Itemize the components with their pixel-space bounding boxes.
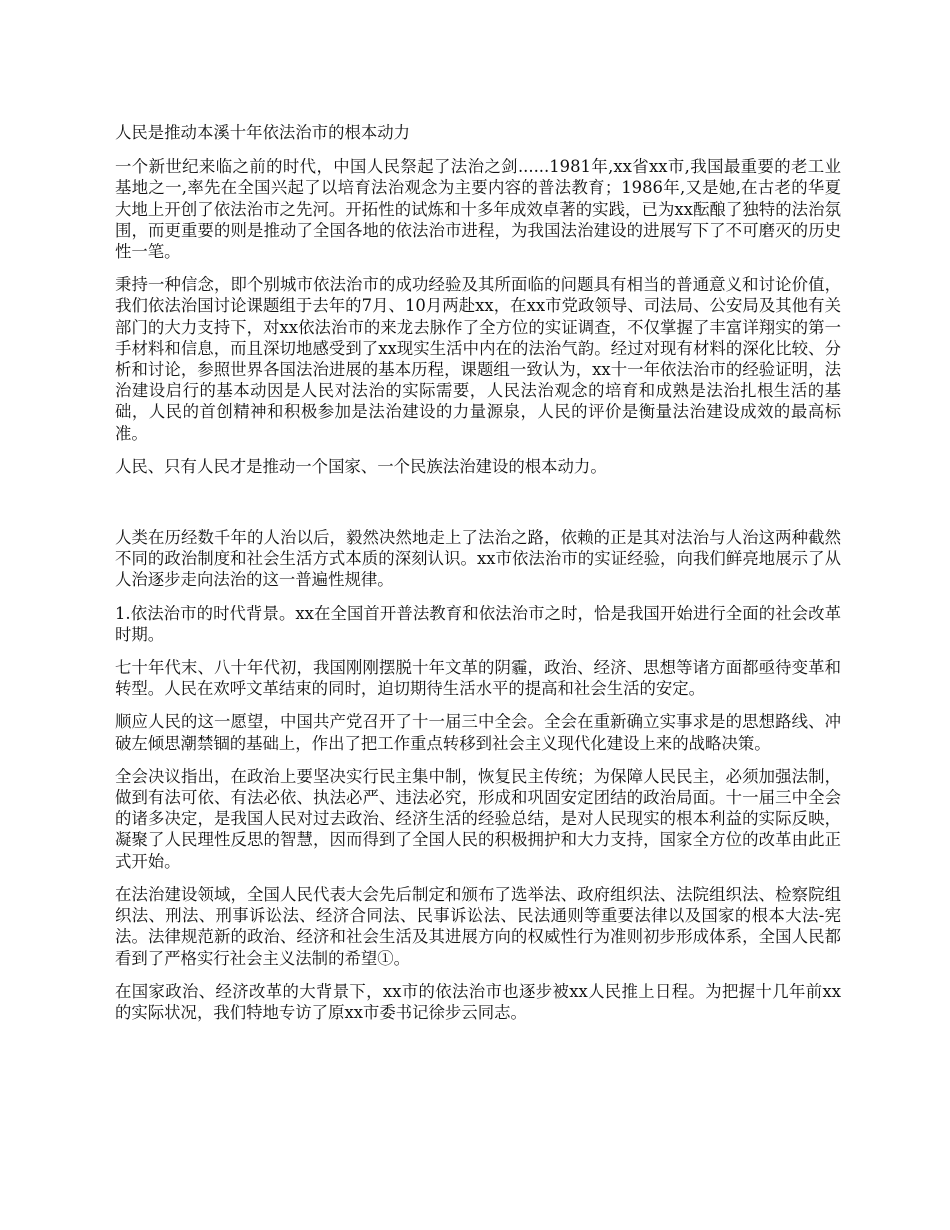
paragraph: 在法治建设领域，全国人民代表大会先后制定和颁布了选举法、政府组织法、法院组织法、检察院组织法、刑法、刑事诉讼法、经济合同法、民事诉讼法、民法通则等重要法律以及国家的根本大法-宪法。法律规范新的政治、经济和社会生活及其进展方向的权威性行为准则初步形成体系，全国人民都看到了严格实行社会主义法制的希望①。 (115, 884, 841, 968)
section-gap (115, 489, 841, 527)
paragraph: 1.依法治市的时代背景。xx在全国首开普法教育和依法治市之时，恰是我国开始进行全面的社会改革时期。 (115, 603, 841, 644)
document-title: 人民是推动本溪十年依法治市的根本动力 (115, 123, 411, 142)
paragraph: 一个新世纪来临之前的时代，中国人民祭起了法治之剑......1981年,xx省xx市,我国最重要的老工业基地之一,率先在全国兴起了以培育法治观念为主要内容的普法教育；1986年,又是她,在古老的华夏大地上开创了依法治市之先河。开拓性的试炼和十多年成效卓著的实践，已为xx酝酿了独特的法治氛围，而更重要的则是推动了全国各地的依法治市进程，为我国法治建设的进展写下了不可磨灭的历史性一笔。 (115, 157, 841, 262)
paragraph: 七十年代末、八十年代初，我国刚刚摆脱十年文革的阴霾，政治、经济、思想等诸方面都亟待变革和转型。人民在欢呼文革结束的同时，迫切期待生活水平的提高和社会生活的安定。 (115, 658, 841, 699)
paragraph: 秉持一种信念，即个别城市依法治市的成功经验及其所面临的问题具有相当的普通意义和讨论价值，我们依法治国讨论课题组于去年的7月、10月两赴xx，在xx市党政领导、司法局、公安局及其他有关部门的大力支持下，对xx依法治市的来龙去脉作了全方位的实证调查，不仅掌握了丰富详翔实的第一手材料和信息，而且深切地感受到了xx现实生活中内在的法治气韵。经过对现有材料的深化比较、分析和讨论，参照世界各国法治进展的基本历程，课题组一致认为，xx十一年依法治市的经验证明，法治建设启行的基本动因是人民对法治的实际需要，人民法治观念的培育和成熟是法治扎根生活的基础，人民的首创精神和积极参加是法治建设的力量源泉，人民的评价是衡量法治建设成效的最高标准。 (115, 275, 841, 443)
document-page (115, 122, 841, 1035)
paragraph: 在国家政治、经济改革的大背景下，xx市的依法治市也逐步被xx人民推上日程。为把握十几年前xx的实际状况，我们特地专访了原xx市委书记徐步云同志。 (115, 981, 841, 1022)
paragraph: 全会决议指出，在政治上要坚决实行民主集中制，恢复民主传统；为保障人民民主，必须加强法制，做到有法可依、有法必依、执法必严、违法必究，形成和巩固安定团结的政治局面。十一届三中全会的诸多决定，是我国人民对过去政治、经济生活的经验总结，是对人民现实的根本利益的实际反映，凝聚了人民理性反思的智慧，因而得到了全国人民的积极拥护和大力支持，国家全方位的改革由此正式开始。 (115, 766, 841, 871)
paragraph: 人类在历经数千年的人治以后，毅然决然地走上了法治之路，依赖的正是其对法治与人治这两种截然不同的政治制度和社会生活方式本质的深刻认识。xx市依法治市的实证经验，向我们鲜亮地展示了从人治逐步走向法治的这一普遍性规律。 (115, 528, 841, 590)
paragraph: 人民、只有人民才是推动一个国家、一个民族法治建设的根本动力。 (115, 456, 607, 476)
paragraph: 顺应人民的这一愿望，中国共产党召开了十一届三中全会。全会在重新确立实事求是的思想路线、冲破左倾思潮禁锢的基础上，作出了把工作重点转移到社会主义现代化建设上来的战略决策。 (115, 712, 841, 753)
